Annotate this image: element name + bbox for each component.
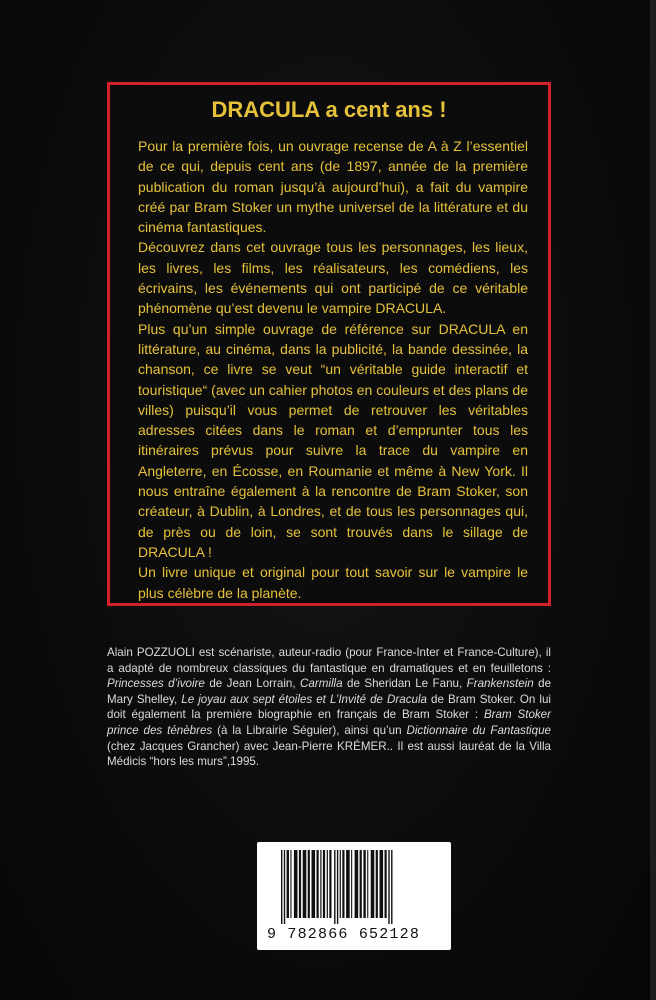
barcode-stripe <box>363 850 365 918</box>
barcode-stripe <box>329 850 331 918</box>
barcode-bars <box>267 850 443 924</box>
barcode-stripe <box>391 850 392 924</box>
bio-title: Le joyau aux sept étoiles et L’Invité de Dracula <box>181 692 427 706</box>
blurb-paragraph: Plus qu’un simple ouvrage de référence sur DRACULA en littérature, au cinéma, dans la publicité, la bande dessinée, la chanson, ce livre se veut “un véritable guide interactif et touristique“ (avec un cahier photos en couleurs et des plans de villes) puisqu’il vous permet de retrouver les véritables adresses citées dans le roman et d’emprunter tous les itinéraires prévus pour suivre la trace du vampire en Angleterre, en Écosse, en Roumanie et même à New York. Il nous entraîne également à la rencontre de Bram Stoker, son créateur, à Dublin, à Londres, et de tous les personnages qui, de près ou de loin, se sont trouvés dans le sillage de DRACULA ! <box>138 320 528 560</box>
isbn-barcode <box>257 842 451 950</box>
bio-title: Dictionnaire du Fantastique <box>406 723 551 737</box>
bio-text: de Bram Stoker. On lui doit également la première biographie en français de Bram Stoker : <box>107 692 551 722</box>
bio-text: (chez Jacques Grancher) avec Jean-Pierre KRÉMER.. Il est aussi lauréat de la Villa Médicis “hors les murs”,1995. <box>107 739 551 769</box>
barcode-stripe <box>376 850 378 918</box>
barcode-stripe <box>320 850 321 918</box>
barcode-number: 9 782866 652128 <box>267 926 421 943</box>
barcode-stripe <box>380 850 384 918</box>
author-bio <box>107 645 551 770</box>
blurb-paragraph: Un livre unique et original pour tout savoir sur le vampire le plus célèbre de la planète. <box>138 564 528 601</box>
barcode-stripe <box>294 850 298 918</box>
barcode-stripe <box>308 850 310 918</box>
bio-title: Princesses d’ivoire <box>107 677 205 691</box>
blurb-body <box>138 136 528 603</box>
barcode-stripe <box>385 850 387 918</box>
barcode-stripe <box>317 850 319 918</box>
barcode-stripe <box>337 850 338 924</box>
barcode-stripe <box>367 850 368 918</box>
barcode-stripe <box>287 850 289 918</box>
barcode-stripe <box>355 850 359 918</box>
barcode-stripe <box>327 850 328 918</box>
bio-text: (à la Librairie Séguier), ainsi qu’un <box>212 723 407 737</box>
barcode-stripe <box>346 850 350 918</box>
barcode-stripe <box>371 850 375 918</box>
barcode-stripe <box>290 850 291 918</box>
bio-text: de Sheridan Le Fanu, <box>342 677 467 691</box>
barcode-stripe <box>340 850 341 918</box>
bio-text: Alain POZZUOLI est scénariste, auteur-radio (pour France-Inter et France-Culture), il a adapté de nombreux classiques du fantastique en dramatiques et en feuilletons : <box>107 646 551 675</box>
bio-title: Carmilla <box>300 677 343 691</box>
bio-text: de Mary Shelley, <box>107 677 552 706</box>
barcode-stripe <box>284 850 285 924</box>
bio-text: de Jean Lorrain, <box>204 677 301 691</box>
barcode-stripe <box>299 850 301 918</box>
barcode-stripe <box>342 850 344 918</box>
barcode-stripe <box>351 850 352 918</box>
barcode-stripe <box>334 850 335 924</box>
barcode-stripe <box>360 850 362 918</box>
barcode-stripe <box>323 850 325 918</box>
barcode-stripe <box>281 850 282 924</box>
bio-title: Frankenstein <box>466 677 534 691</box>
blurb-frame <box>107 82 551 606</box>
blurb-paragraph: Découvrez dans cet ouvrage tous les personnages, les lieux, les livres, les films, les réalisateurs, les comédiens, les écrivains, les événements qui ont participé de ce véritable phénomène qu’est devenu le vampire DRACULA. <box>138 239 528 317</box>
barcode-stripe <box>312 850 316 918</box>
blurb-title: DRACULA a cent ans ! <box>211 97 447 122</box>
blurb-paragraph: Pour la première fois, un ouvrage recense de A à Z l’essentiel de ce qui, depuis cent ans (de 1897, année de la première publication du roman jusqu’à aujourd’hui), a fait du vampire créé par Bram Stoker un mythe universel de la littérature et du cinéma fantastiques. <box>138 138 528 236</box>
barcode-stripe <box>303 850 307 918</box>
barcode-stripe <box>388 850 389 924</box>
bio-title: Bram Stoker prince des ténèbres <box>107 708 551 737</box>
